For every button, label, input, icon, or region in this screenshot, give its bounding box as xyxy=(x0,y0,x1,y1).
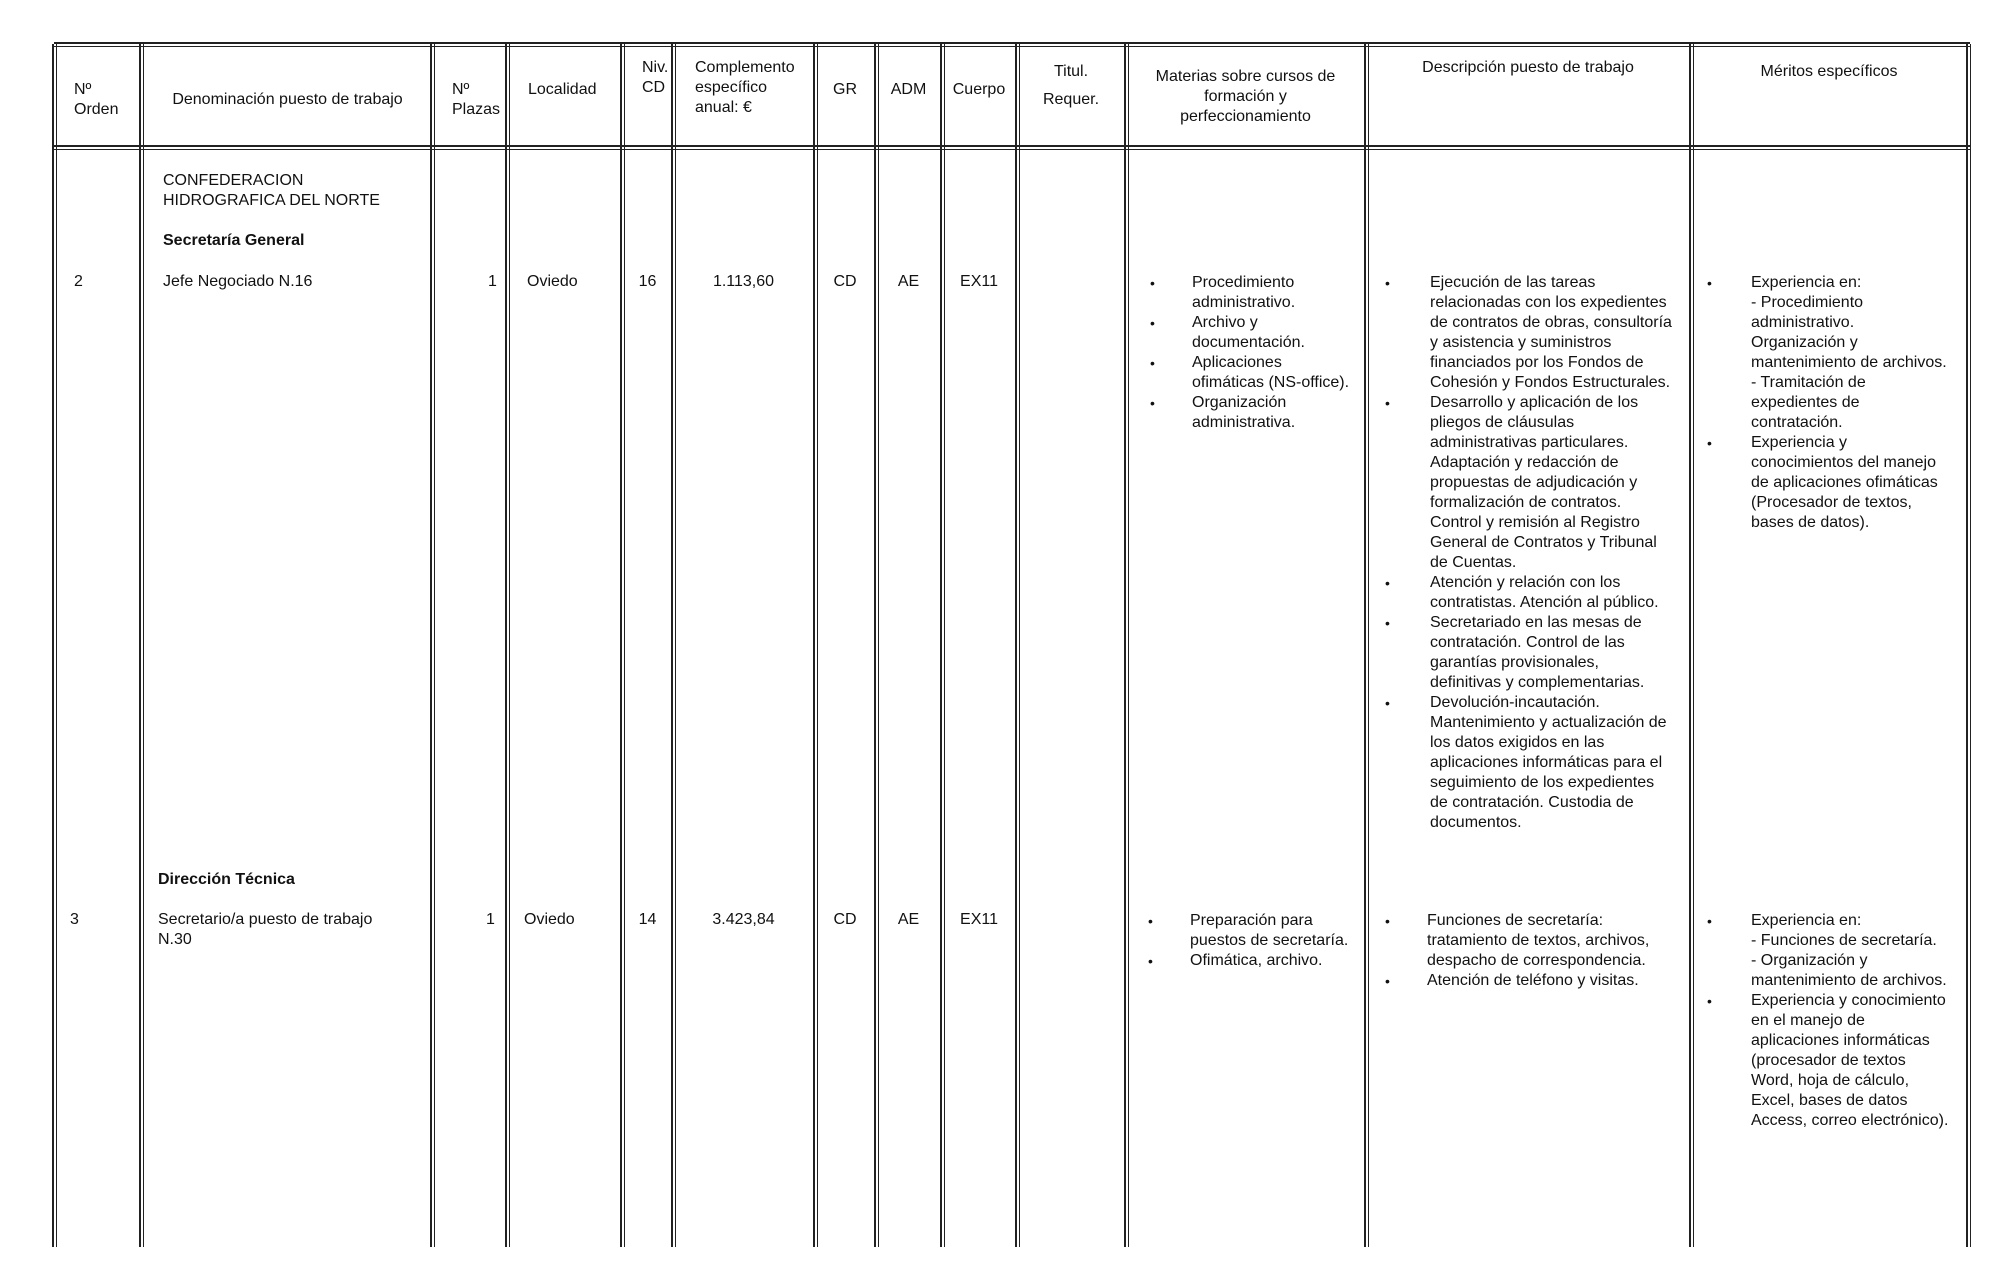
cell-gr: CD xyxy=(833,911,857,928)
col-border xyxy=(1364,44,1369,1247)
cell-localidad: Oviedo xyxy=(527,273,578,290)
list-line: - Procedimiento xyxy=(1751,294,1864,311)
list-line: Aplicaciones xyxy=(1192,354,1282,371)
bullet-icon: • xyxy=(1148,913,1153,929)
list-line: - Tramitación de xyxy=(1751,374,1866,391)
list-item xyxy=(1707,911,1969,991)
list-item xyxy=(1385,971,1685,991)
header-gr xyxy=(816,80,874,100)
list-item xyxy=(1707,991,1969,1131)
col-border xyxy=(940,44,945,1247)
list-line: Experiencia en: xyxy=(1751,274,1862,291)
list-item xyxy=(1707,273,1969,433)
header-localidad xyxy=(528,80,597,100)
bullet-icon: • xyxy=(1385,615,1390,631)
col-border xyxy=(874,44,879,1247)
bullet-icon: • xyxy=(1150,355,1155,371)
cell-adm: AE xyxy=(897,273,920,290)
list-line: Desarrollo y aplicación de los xyxy=(1430,394,1639,411)
list-line: - Funciones de secretaría. xyxy=(1751,932,1937,949)
organization-line: CONFEDERACION xyxy=(163,172,304,189)
list-line: Mantenimiento y actualización de xyxy=(1430,714,1667,731)
list-line: relacionadas con los expedientes xyxy=(1430,294,1667,311)
list-line: Word, hoja de cálculo, xyxy=(1751,1072,1910,1089)
list-line: Atención de teléfono y visitas. xyxy=(1427,972,1639,989)
organization-name xyxy=(163,171,380,211)
list-line: formalización de contratos. xyxy=(1430,494,1622,511)
list-line: y asistencia y suministros xyxy=(1430,334,1612,351)
header-n-orden xyxy=(74,80,118,120)
bullet-icon: • xyxy=(1385,695,1390,711)
col-border xyxy=(505,44,510,1247)
list-line: Experiencia y xyxy=(1751,434,1848,451)
list-line: definitivas y complementarias. xyxy=(1430,674,1645,691)
header-text: Titul. xyxy=(1053,63,1089,80)
header-text: formación y xyxy=(1204,88,1287,105)
list-item xyxy=(1148,911,1362,951)
header-adm xyxy=(877,80,940,100)
cell-descripcion xyxy=(1385,273,1685,833)
col-border xyxy=(1015,44,1020,1247)
list-line: Organización y xyxy=(1751,334,1858,351)
bullet-icon: • xyxy=(1150,395,1155,411)
list-line: los datos exigidos en las xyxy=(1430,734,1605,751)
header-text: Nº xyxy=(452,81,470,98)
col-border xyxy=(430,44,435,1247)
list-line: Access, correo electrónico). xyxy=(1751,1112,1949,1129)
list-line: administrativa. xyxy=(1192,414,1296,431)
list-item xyxy=(1148,951,1362,971)
bullet-icon: • xyxy=(1385,575,1390,591)
list-line: conocimientos del manejo xyxy=(1751,454,1936,471)
header-cuerpo xyxy=(943,80,1015,100)
header-complemento xyxy=(695,58,795,118)
cell-orden: 2 xyxy=(74,273,83,290)
header-titul xyxy=(1018,58,1124,114)
list-item xyxy=(1385,393,1685,573)
list-line: Procedimiento xyxy=(1192,274,1295,291)
list-item xyxy=(1385,273,1685,393)
header-text: Nº xyxy=(74,81,92,98)
header-text: Descripción puesto de trabajo xyxy=(1422,59,1634,76)
cell-cuerpo: EX11 xyxy=(960,911,998,928)
list-line: pliegos de cláusulas xyxy=(1430,414,1575,431)
list-line: administrativo. xyxy=(1192,294,1296,311)
header-text: anual: € xyxy=(695,99,752,116)
col-border xyxy=(620,44,625,1247)
col-border xyxy=(139,44,144,1247)
header-bottom-border xyxy=(54,145,1970,150)
cell-niv-cd: 14 xyxy=(638,911,657,928)
list-item xyxy=(1385,613,1685,693)
header-text: Orden xyxy=(74,101,119,118)
bullet-icon: • xyxy=(1150,275,1155,291)
bullet-icon: • xyxy=(1148,953,1153,969)
list-line: Ejecución de las tareas xyxy=(1430,274,1596,291)
list-line: N.30 xyxy=(158,931,192,948)
list-item xyxy=(1150,353,1360,393)
list-line: (Procesador de textos, xyxy=(1751,494,1912,511)
cell-complemento: 3.423,84 xyxy=(712,911,775,928)
list-line: de Cuentas. xyxy=(1430,554,1517,571)
bullet-icon: • xyxy=(1707,435,1712,451)
cell-denominacion xyxy=(158,910,372,950)
cell-materias xyxy=(1150,273,1360,433)
bullet-icon: • xyxy=(1707,993,1712,1009)
list-line: contratación. xyxy=(1751,414,1843,431)
header-materias xyxy=(1127,67,1364,127)
list-line: General de Contratos y Tribunal xyxy=(1430,534,1657,551)
cell-complemento: 1.113,60 xyxy=(712,273,775,290)
cell-cuerpo: EX11 xyxy=(960,273,998,290)
list-line: mantenimiento de archivos. xyxy=(1751,972,1947,989)
header-text: Plazas xyxy=(452,101,501,118)
col-border xyxy=(813,44,818,1247)
list-line: documentación. xyxy=(1192,334,1305,351)
bullet-icon: • xyxy=(1150,315,1155,331)
header-text: Requer. xyxy=(1042,91,1100,108)
organization-line: HIDROGRAFICA DEL NORTE xyxy=(163,192,380,209)
unit-title: Dirección Técnica xyxy=(158,871,295,888)
list-line: de contratos de obras, consultoría xyxy=(1430,314,1672,331)
list-line: Experiencia en: xyxy=(1751,912,1862,929)
header-niv-cd xyxy=(642,58,668,98)
list-line: documentos. xyxy=(1430,814,1522,831)
list-item xyxy=(1150,393,1360,433)
header-text: GR xyxy=(833,81,857,98)
col-border xyxy=(671,44,676,1247)
list-line: seguimiento de los expedientes xyxy=(1430,774,1655,791)
list-line: Adaptación y redacción de xyxy=(1430,454,1619,471)
table-top-border xyxy=(54,42,1970,47)
list-item xyxy=(1150,313,1360,353)
list-item xyxy=(1385,911,1685,971)
list-line: Archivo y xyxy=(1192,314,1258,331)
cell-materias xyxy=(1148,911,1362,971)
list-line: en el manejo de xyxy=(1751,1012,1865,1029)
cell-meritos xyxy=(1707,911,1969,1131)
header-text: CD xyxy=(642,79,666,96)
list-line: Control y remisión al Registro xyxy=(1430,514,1640,531)
list-line: Preparación para xyxy=(1190,912,1313,929)
header-text: Materias sobre cursos de xyxy=(1155,68,1336,85)
bullet-icon: • xyxy=(1707,913,1712,929)
list-line: Excel, bases de datos xyxy=(1751,1092,1908,1109)
bullet-icon: • xyxy=(1385,395,1390,411)
list-line: Ofimática, archivo. xyxy=(1190,952,1323,969)
bullet-icon: • xyxy=(1385,913,1390,929)
header-descripcion xyxy=(1367,58,1689,78)
list-item xyxy=(1385,693,1685,833)
list-item xyxy=(1385,573,1685,613)
list-line: aplicaciones informáticas para el xyxy=(1430,754,1663,771)
list-line: de aplicaciones ofimáticas xyxy=(1751,474,1938,491)
list-line: Secretario/a puesto de trabajo xyxy=(158,911,373,928)
list-line: Secretariado en las mesas de xyxy=(1430,614,1642,631)
list-line: Experiencia y conocimiento xyxy=(1751,992,1946,1009)
list-item xyxy=(1150,273,1360,313)
bullet-icon: • xyxy=(1385,973,1390,989)
list-line: mantenimiento de archivos. xyxy=(1751,354,1947,371)
list-line: Organización xyxy=(1192,394,1287,411)
cell-adm: AE xyxy=(897,911,920,928)
list-line: contratistas. Atención al público. xyxy=(1430,594,1659,611)
cell-plazas: 1 xyxy=(486,911,495,928)
cell-niv-cd: 16 xyxy=(638,273,657,290)
header-meritos xyxy=(1692,62,1966,82)
list-line: Atención y relación con los xyxy=(1430,574,1621,591)
cell-descripcion xyxy=(1385,911,1685,991)
list-line: Funciones de secretaría: xyxy=(1427,912,1604,929)
list-item xyxy=(1707,433,1969,533)
bullet-icon: • xyxy=(1707,275,1712,291)
cell-gr: CD xyxy=(833,273,857,290)
cell-plazas: 1 xyxy=(488,273,497,290)
header-text: específico xyxy=(695,79,768,96)
list-line: (procesador de textos xyxy=(1751,1052,1906,1069)
list-line: expedientes de xyxy=(1751,394,1860,411)
cell-meritos xyxy=(1707,273,1969,533)
list-line: tratamiento de textos, archivos, xyxy=(1427,932,1650,949)
list-line: administrativas particulares. xyxy=(1430,434,1629,451)
list-line: puestos de secretaría. xyxy=(1190,932,1349,949)
col-border xyxy=(52,44,57,1247)
list-line: - Organización y xyxy=(1751,952,1868,969)
header-text: Denominación puesto de trabajo xyxy=(172,91,403,108)
list-line: Cohesión y Fondos Estructurales. xyxy=(1430,374,1671,391)
col-border xyxy=(1124,44,1129,1247)
header-text: Niv. xyxy=(642,59,669,76)
header-text: Cuerpo xyxy=(952,81,1006,98)
header-n-plazas xyxy=(452,80,500,120)
list-line: contratación. Control de las xyxy=(1430,634,1625,651)
unit-title: Secretaría General xyxy=(163,232,305,249)
header-text: Méritos específicos xyxy=(1760,63,1898,80)
list-line: ofimáticas (NS-office). xyxy=(1192,374,1350,391)
bullet-icon: • xyxy=(1385,275,1390,291)
list-line: despacho de correspondencia. xyxy=(1427,952,1646,969)
col-border xyxy=(1689,44,1694,1247)
list-line: propuestas de adjudicación y xyxy=(1430,474,1638,491)
header-text: Complemento xyxy=(695,59,795,76)
cell-denominacion: Jefe Negociado N.16 xyxy=(163,273,313,290)
header-denominacion xyxy=(145,90,430,110)
header-text: Localidad xyxy=(528,81,597,98)
list-line: de contratación. Custodia de xyxy=(1430,794,1634,811)
list-line: aplicaciones informáticas xyxy=(1751,1032,1930,1049)
header-text: perfeccionamiento xyxy=(1180,108,1311,125)
cell-orden: 3 xyxy=(70,911,79,928)
list-line: financiados por los Fondos de xyxy=(1430,354,1644,371)
list-line: administrativo. xyxy=(1751,314,1855,331)
list-line: Devolución-incautación. xyxy=(1430,694,1600,711)
cell-localidad: Oviedo xyxy=(524,911,575,928)
list-line: garantías provisionales, xyxy=(1430,654,1599,671)
list-line: bases de datos). xyxy=(1751,514,1870,531)
header-text: ADM xyxy=(890,81,927,98)
